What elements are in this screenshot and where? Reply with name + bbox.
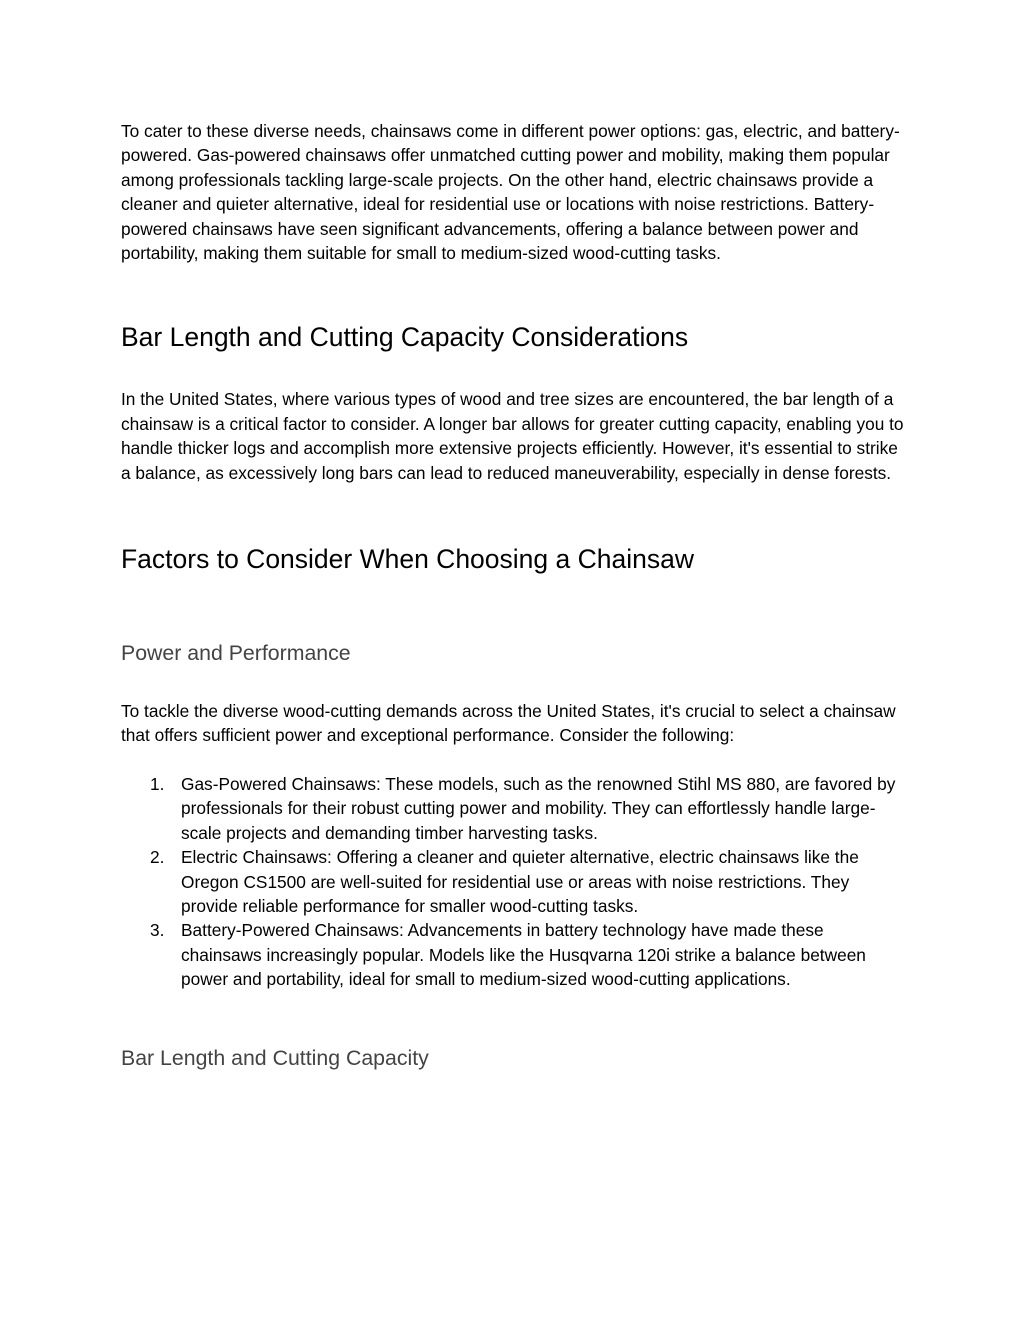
list-item-number: 3. xyxy=(150,920,165,941)
list-item-number: 1. xyxy=(150,773,165,794)
list-item xyxy=(121,772,904,845)
heading-factors: Factors to Consider When Choosing a Chainsaw xyxy=(121,544,694,575)
list-item-text: Gas-Powered Chainsaws: These models, such as the renowned Stihl MS 880, are favored by professionals for their robust cutting power and mobility. They can effortlessly handle large-scale projects and demanding timber harvesting tasks. xyxy=(181,773,896,843)
list-item-text: Battery-Powered Chainsaws: Advancements in battery technology have made these chainsaws increasingly popular. Models like the Husqvarna 120i strike a balance between power and portability, ideal for small to medium-sized wood-cutting applications. xyxy=(181,920,866,990)
list-item-number: 2. xyxy=(150,847,165,868)
bar-length-paragraph: In the United States, where various types of wood and tree sizes are encountered, the bar length of a chainsaw is a critical factor to consider. A longer bar allows for greater cutting capacity, enabling you to handle thicker logs and accomplish more extensive projects efficiently. However, it's essential to strike a balance, as excessively long bars can lead to reduced maneuverability, especially in dense forests. xyxy=(121,389,904,483)
list-item-text: Electric Chainsaws: Offering a cleaner and quieter alternative, electric chainsaws like the Oregon CS1500 are well-suited for residential use or areas with noise restrictions. They provide reliable performance for smaller wood-cutting tasks. xyxy=(181,847,859,916)
heading-power-performance: Power and Performance xyxy=(121,641,351,666)
intro-paragraph: To cater to these diverse needs, chainsaws come in different power options: gas, electric, and battery-powered. Gas-powered chainsaws offer unmatched cutting power and mobility, making them popular among professionals tackling large-scale projects. On the other hand, electric chainsaws provide a cleaner and quieter alternative, ideal for residential use or locations with noise restrictions. Battery-powered chainsaws have seen significant advancements, offering a balance between power and portability, making them suitable for small to medium-sized wood-cutting tasks. xyxy=(121,121,900,264)
heading-bar-length-capacity: Bar Length and Cutting Capacity xyxy=(121,1045,429,1070)
list-item xyxy=(121,918,904,991)
list-item xyxy=(121,845,904,918)
heading-bar-length-considerations: Bar Length and Cutting Capacity Considerations xyxy=(121,322,689,353)
chainsaw-types-list xyxy=(121,772,904,992)
power-intro-paragraph: To tackle the diverse wood-cutting demands across the United States, it's crucial to select a chainsaw that offers sufficient power and exceptional performance. Consider the following: xyxy=(121,701,896,746)
